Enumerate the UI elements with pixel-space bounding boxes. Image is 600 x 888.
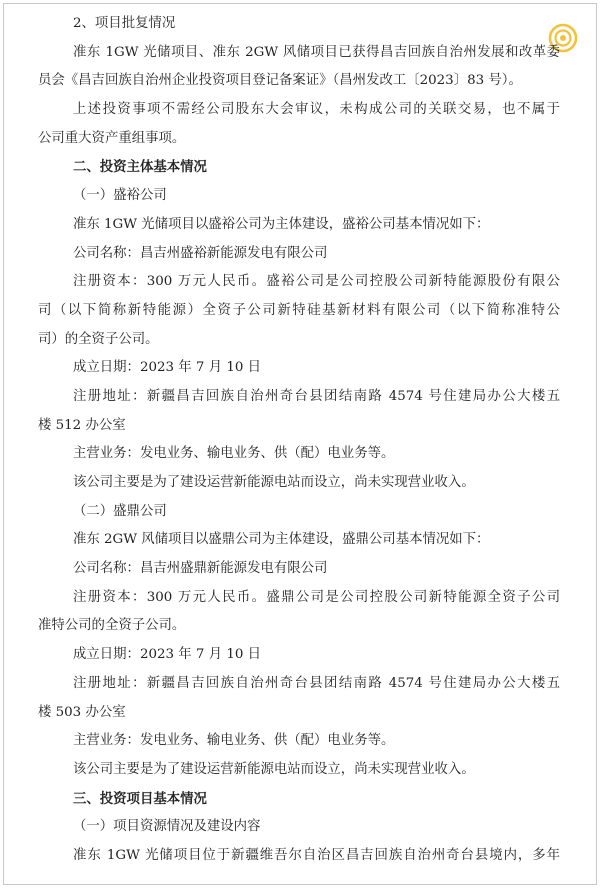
registered-address-line: 注册地址：新疆昌吉回族自治州奇台县团结南路 4574 号住建局办公大楼五 bbox=[73, 388, 560, 404]
section-heading-project-info: 三、投资项目基本情况 bbox=[73, 790, 207, 807]
paragraph-line: 司（以下简称新特能源）全资子公司新特硅基新材料有限公司（以下简称准特公 bbox=[38, 302, 560, 318]
registered-address-line: 注册地址：新疆昌吉回族自治州奇台县团结南路 4574 号住建局办公大楼五 bbox=[73, 675, 560, 691]
paragraph-line: 上述投资事项不需经公司股东大会审议，未构成公司的关联交易，也不属于 bbox=[73, 102, 560, 118]
main-business-line: 主营业务：发电业务、输电业务、供（配）电业务等。 bbox=[73, 446, 395, 462]
company-name-line: 公司名称：昌吉州盛鼎新能源发电有限公司 bbox=[73, 561, 328, 577]
paragraph-line: 准特公司的全资子公司。 bbox=[38, 618, 186, 634]
paragraph-line: 该公司主要是为了建设运营新能源电站而设立，尚未实现营业收入。 bbox=[73, 761, 475, 777]
establishment-date-line: 成立日期：2023 年 7 月 10 日 bbox=[73, 360, 262, 376]
paragraph-line: 准东 1GW 光储项目位于新疆维吾尔自治区昌吉回族自治州奇台县境内，多年 bbox=[73, 847, 560, 863]
subsection-heading-resources: （一）项目资源情况及建设内容 bbox=[73, 819, 261, 835]
paragraph-line: 准东 1GW 光储项目、准东 2GW 风储项目已获得昌吉回族自治州发展和改革委 bbox=[73, 44, 560, 60]
paragraph-line: 准东 1GW 光储项目以盛裕公司为主体建设，盛裕公司基本情况如下： bbox=[73, 216, 490, 232]
document-body bbox=[38, 10, 560, 871]
paragraph-line: 司）的全资子公司。 bbox=[38, 331, 159, 347]
main-business-line: 主营业务：发电业务、输电业务、供（配）电业务等。 bbox=[73, 733, 395, 749]
establishment-date-line: 成立日期：2023 年 7 月 10 日 bbox=[73, 647, 262, 663]
registered-capital-line: 注册资本：300 万元人民币。盛鼎公司是公司控股公司新特能源全资子公司 bbox=[73, 589, 560, 605]
paragraph-line: 楼 512 办公室 bbox=[38, 417, 126, 433]
section-heading-investment-entity: 二、投资主体基本情况 bbox=[73, 159, 207, 176]
paragraph-line: 员会《昌吉回族自治州企业投资项目登记备案证》（昌州发改工〔2023〕83 号）。 bbox=[38, 73, 522, 89]
subsection-heading-shengding: （二）盛鼎公司 bbox=[73, 503, 167, 519]
company-name-line: 公司名称：昌吉州盛裕新能源发电有限公司 bbox=[73, 245, 328, 261]
subsection-heading-shengyu: （一）盛裕公司 bbox=[73, 188, 167, 204]
paragraph-line: 公司重大资产重组事项。 bbox=[38, 130, 186, 146]
paragraph-line: 该公司主要是为了建设运营新能源电站而设立，尚未实现营业收入。 bbox=[73, 475, 475, 490]
paragraph-line: 楼 503 办公室 bbox=[38, 704, 126, 720]
registered-capital-line: 注册资本：300 万元人民币。盛裕公司是公司控股公司新特能源股份有限公 bbox=[73, 274, 560, 290]
subsection-heading-approval: 2、项目批复情况 bbox=[73, 16, 176, 31]
paragraph-line: 准东 2GW 风储项目以盛鼎公司为主体建设，盛鼎公司基本情况如下： bbox=[73, 532, 490, 548]
